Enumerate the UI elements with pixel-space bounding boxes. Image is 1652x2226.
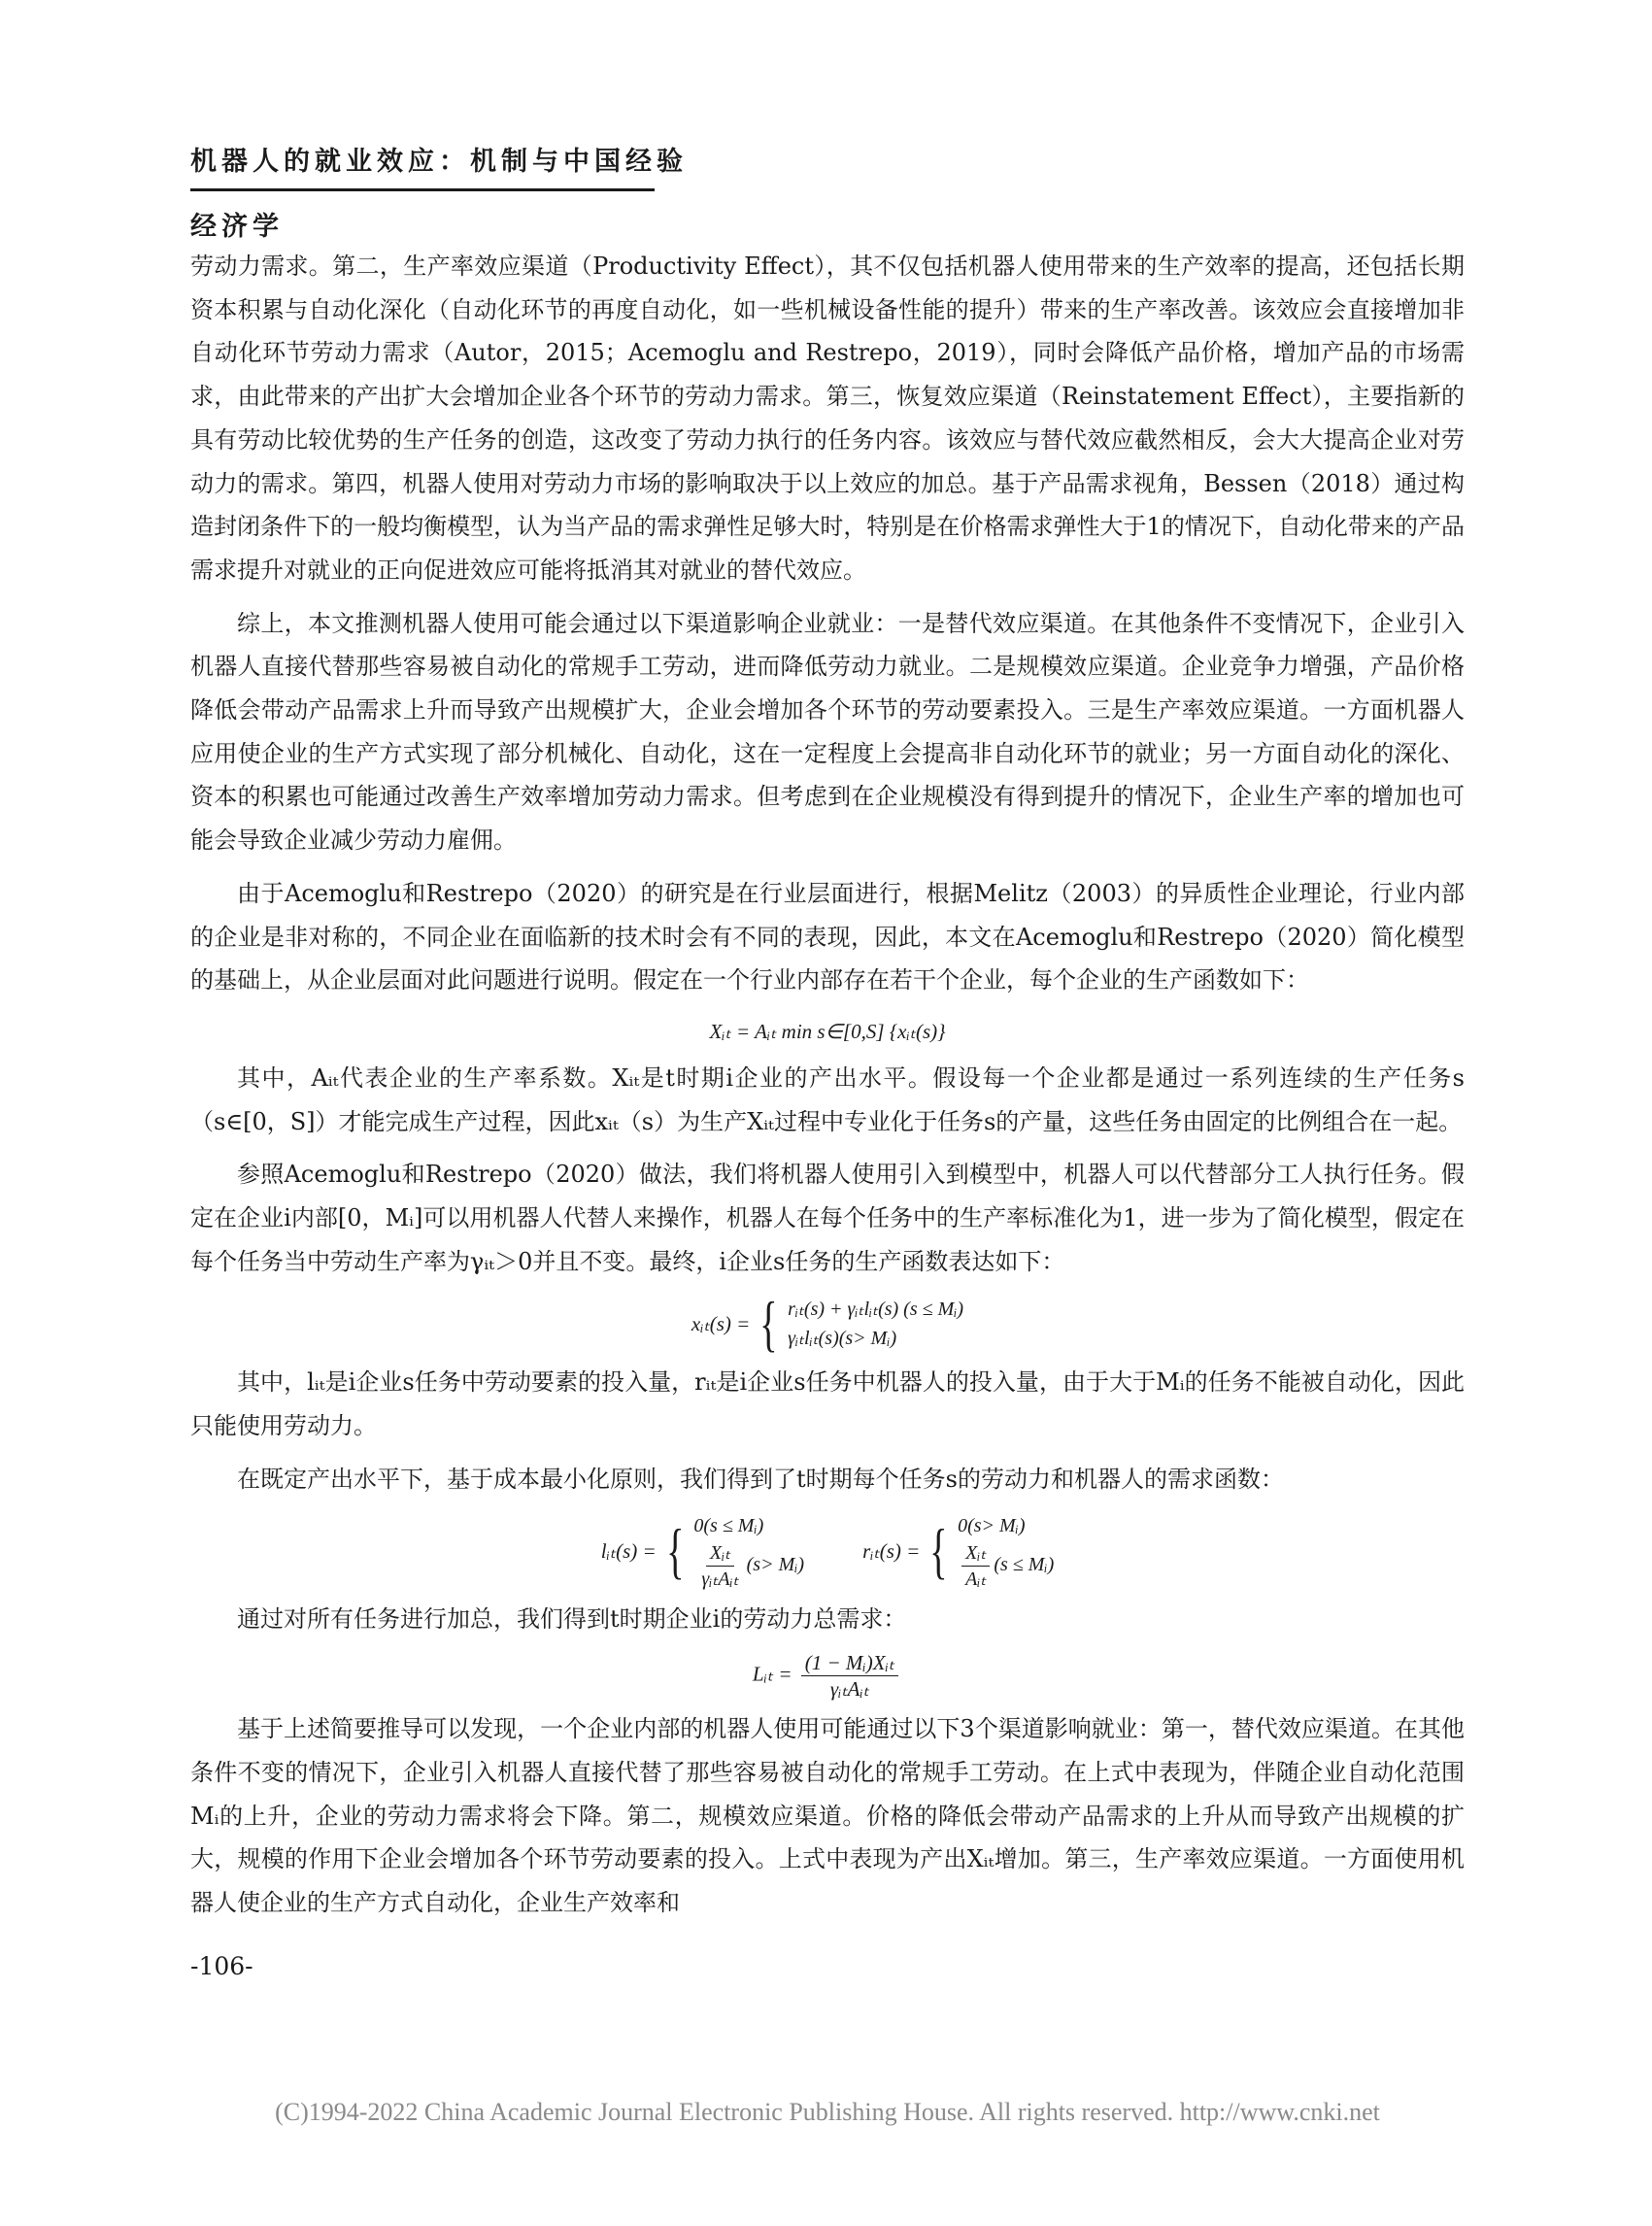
demand-functions-formula — [190, 1511, 1465, 1592]
paragraph: 通过对所有任务进行加总，我们得到t时期企业i的劳动力总需求： — [237, 1604, 907, 1633]
numerator: Xᵢₜ — [961, 1540, 990, 1567]
robot-demand-formula — [862, 1511, 1054, 1592]
paragraph: 参照Acemoglu和Restrepo（2020）做法，我们将机器人使用引入到模型中，机器人可以代替部分工人执行任务。假定在企业i内部[0，Mᵢ]可以用机器人代替人来操作，机器人在每个任务中的生产率标准化为1，进一步为了简化模型，假定在每个任务当中劳动生产率为γᵢₜ＞0并且不变。最终，i企业s任务的生产函数表达如下： — [190, 1161, 1465, 1275]
paragraph: 其中，lᵢₜ是i企业s任务中劳动要素的投入量，rᵢₜ是i企业s任务中机器人的投入量，由于大于Mᵢ的任务不能被自动化，因此只能使用劳动力。 — [190, 1368, 1465, 1440]
denominator: γᵢₜAᵢₜ — [701, 1568, 739, 1590]
page-number: -106- — [190, 1952, 253, 1980]
header-rule — [190, 188, 655, 191]
journal-name: 经济学 — [190, 212, 284, 242]
paragraph: 综上，本文推测机器人使用可能会通过以下渠道影响企业就业：一是替代效应渠道。在其他条件不变情况下，企业引入机器人直接代替那些容易被自动化的常规手工劳动，进而降低劳动力就业。二是规模效应渠道。企业竞争力增强，产品价格降低会带动产品需求上升而导致产出规模扩大，企业会增加各个环节的劳动要素投入。三是生产率效应渠道。一方面机器人应用使企业的生产方式实现了部分机械化、自动化，这在一定程度上会提高非自动化环节的就业；另一方面自动化的深化、资本的积累也可能通过改善生产效率增加劳动力需求。但考虑到在企业规模没有得到提升的情况下，企业生产率的增加也可能会导致企业减少劳动力雇佣。 — [190, 609, 1465, 855]
task-production-formula — [190, 1289, 1465, 1359]
brace-symbol: { — [665, 1516, 685, 1586]
paragraph: 基于上述简要推导可以发现，一个企业内部的机器人使用可能通过以下3个渠道影响就业：第一，替代效应渠道。在其他条件不变的情况下，企业引入机器人直接代替了那些容易被自动化的常规手工劳动。在上式中表现为，伴随企业自动化范围Mᵢ的上升，企业的劳动力需求将会下降。第二，规模效应渠道。价格的降低会带动产品需求的上升从而导致产出规模的扩大，规模的作用下企业会增加各个环节劳动要素的投入。上式中表现为产出Xᵢₜ增加。第三，生产率效应渠道。一方面使用机器人使企业的生产方式自动化，企业生产效率和 — [190, 1715, 1465, 1917]
running-header — [190, 146, 688, 244]
formula-condition: (s> Mᵢ) — [746, 1553, 805, 1575]
denominator: Aᵢₜ — [965, 1568, 987, 1590]
copyright-notice: (C)1994-2022 China Academic Journal Electronic Publishing House. All rights reserved. http://www.cnki.net — [275, 2098, 1380, 2126]
formula-lhs: Lᵢₜ = — [752, 1662, 792, 1686]
article-title: 机器人的就业效应：机制与中国经验 — [190, 147, 688, 177]
formula-lhs: xᵢₜ(s) = — [691, 1312, 751, 1336]
production-function-formula: Xᵢₜ = Aᵢₜ min s∈[0,S] {xᵢₜ(s)} — [709, 1019, 946, 1043]
paragraph: 由于Acemoglu和Restrepo（2020）的研究是在行业层面进行，根据Melitz（2003）的异质性企业理论，行业内部的企业是非对称的，不同企业在面临新的技术时会有不同的表现，因此，本文在Acemoglu和Restrepo（2020）简化模型的基础上，从企业层面对此问题进行说明。假定在一个行业内部存在若干个企业，每个企业的生产函数如下： — [190, 879, 1465, 995]
brace-symbol: { — [759, 1289, 778, 1359]
formula-case: rᵢₜ(s) + γᵢₜlᵢₜ(s) (s ≤ Mᵢ) — [788, 1298, 964, 1321]
formula-case: γᵢₜlᵢₜ(s)(s> Mᵢ) — [788, 1328, 897, 1350]
fraction — [697, 1540, 742, 1592]
numerator: Xᵢₜ — [706, 1540, 734, 1567]
fraction — [801, 1650, 898, 1702]
formula-lhs: lᵢₜ(s) = — [600, 1539, 657, 1564]
article-body — [190, 245, 1465, 1935]
formula-lhs: rᵢₜ(s) = — [862, 1539, 921, 1564]
formula-case: 0(s> Mᵢ) — [958, 1514, 1026, 1536]
formula-case: 0(s ≤ Mᵢ) — [693, 1514, 764, 1536]
brace-symbol: { — [929, 1516, 948, 1586]
labor-demand-formula — [601, 1511, 804, 1592]
formula-condition: (s ≤ Mᵢ) — [994, 1553, 1055, 1575]
fraction — [961, 1540, 990, 1592]
total-labor-demand-formula — [190, 1650, 1465, 1702]
numerator: (1 − Mᵢ)Xᵢₜ — [801, 1650, 898, 1676]
paragraph: 劳动力需求。第二，生产率效应渠道（Productivity Effect），其不仅包括机器人使用带来的生产效率的提高，还包括长期资本积累与自动化深化（自动化环节的再度自动化，如一些机械设备性能的提升）带来的生产率改善。该效应会直接增加非自动化环节劳动力需求（Autor，2015；Acemoglu and Restrepo，2019），同时会降低产品价格，增加产品的市场需求，由此带来的产出扩大会增加企业各个环节的劳动力需求。第三，恢复效应渠道（Reinstatement Effect），主要指新的具有劳动比较优势的生产任务的创造，这改变了劳动力执行的任务内容。该效应与替代效应截然相反，会大大提高企业对劳动力的需求。第四，机器人使用对劳动力市场的影响取决于以上效应的加总。基于产品需求视角，Bessen（2018）通过构造封闭条件下的一般均衡模型，认为当产品的需求弹性足够大时，特别是在价格需求弹性大于1的情况下，自动化带来的产品需求提升对就业的正向促进效应可能将抵消其对就业的替代效应。 — [190, 253, 1465, 584]
paragraph: 其中，Aᵢₜ代表企业的生产率系数。Xᵢₜ是t时期i企业的产出水平。假设每一个企业都是通过一系列连续的生产任务s（s∈[0，S]）才能完成生产过程，因此xᵢₜ（s）为生产Xᵢₜ过程中专业化于任务s的产量，这些任务由固定的比例组合在一起。 — [190, 1063, 1465, 1135]
paragraph: 在既定产出水平下，基于成本最小化原则，我们得到了t时期每个任务s的劳动力和机器人的需求函数： — [237, 1465, 1284, 1493]
denominator: γᵢₜAᵢₜ — [829, 1677, 869, 1702]
